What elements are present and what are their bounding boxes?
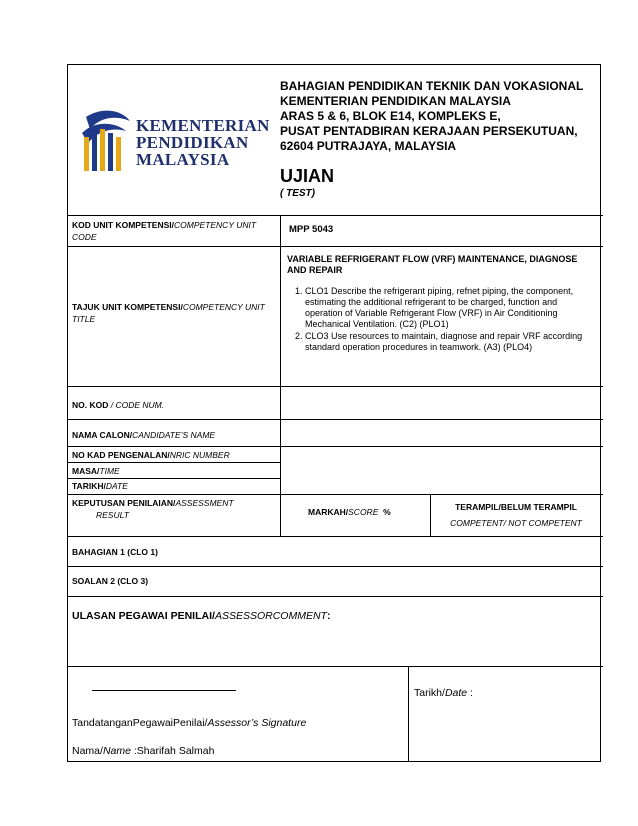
- question-2-label: SOALAN 2 (CLO 3): [72, 576, 149, 586]
- header-line-3: ARAS 5 & 6, BLOK E14, KOMPLEKS E,: [280, 109, 501, 123]
- nric-label: NO KAD PENGENALAN/NRIC NUMBER: [72, 450, 230, 460]
- assessor-name: Nama/Name :Sharifah Salmah: [72, 745, 215, 757]
- competency-status-label: TERAMPIL/BELUM TERAMPIL COMPETENT/ NOT COMPETENT: [450, 502, 582, 528]
- header-line-2: KEMENTERIAN PENDIDIKAN MALAYSIA: [280, 94, 511, 108]
- competency-title-label: TAJUK UNIT KOMPETENSI/COMPETENCY UNIT TITLE: [72, 302, 265, 324]
- header-line-1: BAHAGIAN PENDIDIKAN TEKNIK DAN VOKASIONAL: [280, 79, 584, 93]
- signature-date-label: Tarikh/Date :: [414, 687, 473, 699]
- logo-line-3: MALAYSIA: [136, 150, 230, 169]
- ministry-emblem-icon: [76, 107, 132, 175]
- header-line-5: 62604 PUTRAJAYA, MALAYSIA: [280, 139, 457, 153]
- clo-item: 2. CLO3 Use resources to maintain, diagnose and repair VRF according standard operation procedures in teamwork. (A3) (PLO4): [305, 331, 592, 353]
- section-1-label: BAHAGIAN 1 (CLO 1): [72, 547, 158, 557]
- assessment-form: [67, 64, 601, 762]
- ministry-logo: [76, 107, 276, 177]
- competency-title-content: [287, 254, 592, 354]
- header-address: [280, 79, 600, 200]
- logo-line-2: PENDIDIKAN: [136, 133, 249, 152]
- date-label: TARIKH/DATE: [72, 481, 128, 491]
- assessment-result-label: KEPUTUSAN PENILAIAN/ASSESSMENT RESULT: [72, 498, 234, 520]
- candidate-name-label: NAMA CALON/CANDIDATE’S NAME: [72, 430, 216, 440]
- assessor-comment-label: ULASAN PEGAWAI PENILAI/ASSESSORCOMMENT:: [72, 610, 331, 622]
- competency-code-label: KOD UNIT KOMPETENSI/COMPETENCY UNIT CODE: [72, 220, 257, 242]
- competency-title-text: VARIABLE REFRIGERANT FLOW (VRF) MAINTENANCE, DIAGNOSE AND REPAIR: [287, 254, 578, 275]
- test-subtitle: ( TEST): [280, 188, 315, 199]
- clo-item: 1. CLO1 Describe the refrigerant piping, refnet piping, the component, estimating the additional refrigerant to be charged, function and operation of Variable Refrigerant Flow (VRF) in Air Conditioning Mechanical Ventilation. (C2) (PLO1): [305, 286, 592, 330]
- signature-line: [92, 690, 236, 691]
- score-label: MARKAH/SCORE %: [308, 507, 391, 517]
- competency-code-value: MPP 5043: [289, 224, 334, 235]
- logo-line-1: KEMENTERIAN: [136, 116, 270, 135]
- test-title: UJIAN: [280, 166, 335, 186]
- assessor-signature-label: TandatanganPegawaiPenilai/Assessor’s Signature: [72, 717, 307, 729]
- header-line-4: PUSAT PENTADBIRAN KERAJAAN PERSEKUTUAN,: [280, 124, 578, 138]
- clo-list: [305, 286, 592, 353]
- time-label: MASA/TIME: [72, 466, 120, 476]
- code-number-label: NO. KOD / CODE NUM.: [72, 400, 165, 410]
